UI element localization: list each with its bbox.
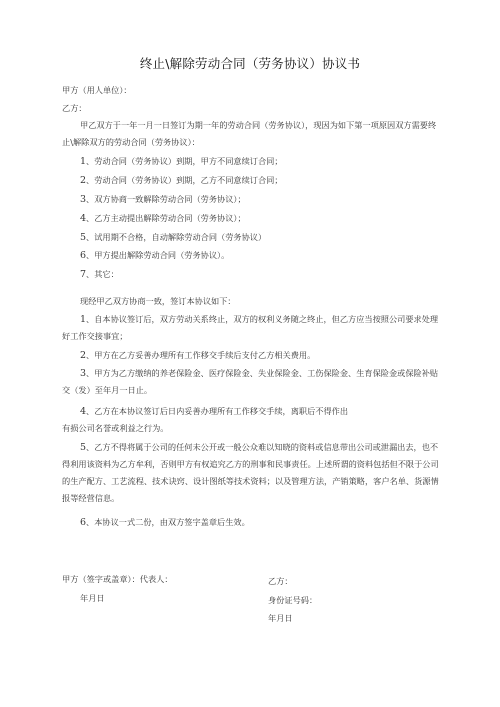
clause-line — [80, 406, 348, 417]
party-a-signature-label: 甲方（签字或盖章）：代表人： — [62, 574, 173, 584]
clause-continuation — [62, 423, 168, 434]
reason-text: 、劳动合同（劳务协议）到期，乙方不同意续订合同； — [86, 175, 283, 185]
reason-number: 5 — [80, 232, 87, 243]
reason-text: 、其它： — [86, 269, 119, 279]
reason-text: 、甲方提出解除劳动合同（劳务协议）。 — [86, 250, 230, 260]
clause-text: 、乙方在本协议签订后日内妥善办理所有工作移交手续，离职后不得作出 — [86, 406, 349, 416]
party-b-date: 年月日 — [268, 613, 293, 623]
clause-text: 、乙方不得将属于公司的任何未公开或一般公众难以知晓的资料或信息带出公司或泄漏出去，也不得利用该资料为乙方牟利，否则甲方有权追究乙方的刑事和民事责任。上述所谓的资料包括但不限于公司的生产配方、工艺流程、技术诀窍、设计图纸等技术资料；以及管理方法，产销策略，客户名单、货源情报等经营信息。 — [62, 442, 439, 503]
reason-item — [80, 232, 266, 243]
reason-item — [80, 156, 283, 167]
reason-number: 3 — [80, 194, 87, 205]
party-a-field: 甲方（用人单位）： — [62, 85, 132, 95]
clause-paragraph — [62, 311, 440, 345]
document-title: 终止\解除劳动合同（劳务协议）协议书 — [139, 56, 361, 71]
clause-number: 2 — [80, 350, 87, 361]
clause-text: 、本协议一式二份，由双方签字盖章后生效。 — [86, 517, 250, 527]
reason-text: 、乙方主动提出解除劳动合同（劳务协议）； — [86, 213, 246, 223]
clause-text: 有损公司名誉或利益之行为。 — [62, 423, 169, 433]
clause-text: 、甲方在乙方妥善办理所有工作移交手续后支付乙方相关费用。 — [86, 350, 316, 360]
reason-text: 、双方协商一致解除劳动合同（劳务协议）； — [86, 194, 246, 204]
clause-number: 3 — [80, 368, 87, 379]
clause-line — [80, 350, 315, 361]
party-b-signature-label: 乙方： — [268, 576, 293, 586]
clause-text: 、甲方为乙方缴纳的养老保险金、医疗保险金、失业保险金、工伤保险金、生育保险金或保险补贴交（发）至年月一日止。 — [62, 368, 439, 395]
reason-item — [80, 213, 246, 224]
reason-text: 、试用期不合格，自动解除劳动合同（劳务协议） — [86, 232, 267, 242]
party-b-field: 乙方： — [62, 103, 87, 113]
reason-item — [80, 194, 246, 205]
reason-number: 4 — [80, 213, 87, 224]
clause-text: 、自本协议签订后，双方劳动关系终止，双方的权利义务随之终止，但乙方应当按照公司要求处理好工作交接事宜； — [62, 314, 439, 341]
clause-number: 6 — [80, 517, 87, 528]
party-a-date: 年月日 — [80, 593, 105, 603]
reason-number: 6 — [80, 250, 87, 261]
clause-line — [80, 517, 250, 528]
clause-number: 1 — [80, 314, 87, 325]
reason-item — [80, 250, 229, 261]
reason-number: 1 — [80, 156, 87, 167]
clause-paragraph — [62, 365, 440, 399]
clause-number: 5 — [80, 442, 87, 453]
clause-number: 4 — [80, 406, 87, 417]
party-b-id-field: 身份证号码： — [268, 595, 318, 605]
reason-item — [80, 175, 283, 186]
agreement-intro: 现经甲乙双方协商一致，签订本协议如下： — [80, 296, 236, 306]
reason-item — [80, 269, 119, 280]
intro-paragraph: 甲乙双方于一年一月一日签订为期一年的劳动合同（劳务协议），现因为如下第一项原因双方需要终止\解除双方的劳动合同（劳务协议）： — [62, 120, 437, 147]
reason-text: 、劳动合同（劳务协议）到期，甲方不同意续订合同； — [86, 156, 283, 166]
clause-paragraph — [62, 439, 440, 507]
reason-number: 2 — [80, 175, 87, 186]
reason-number: 7 — [80, 269, 87, 280]
